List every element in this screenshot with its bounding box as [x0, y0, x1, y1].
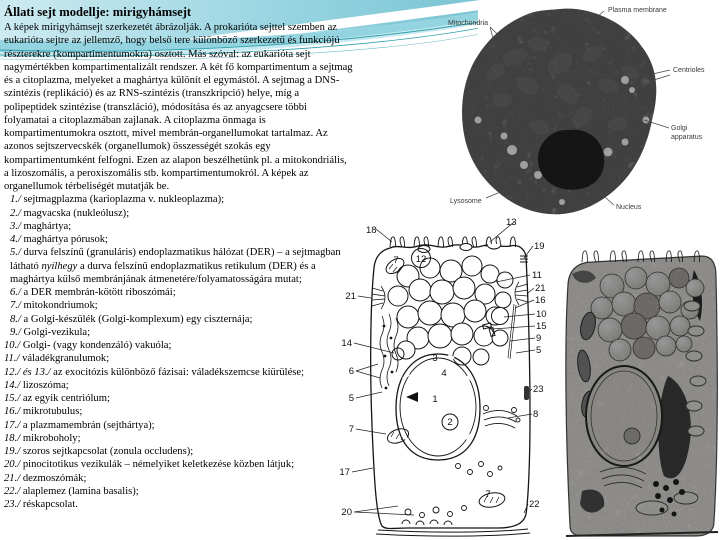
diagram-number-label: 7	[348, 424, 354, 435]
list-item-number: 21./	[4, 472, 21, 484]
list-item: 21./ dezmoszómák;	[4, 472, 87, 484]
list-item-number: 6./	[10, 287, 21, 298]
diagram-number-label: 7	[485, 489, 491, 500]
micrograph-label: apparatus	[671, 134, 703, 141]
list-item: 2./ magvacska (nukleólusz);	[10, 207, 130, 219]
diagram-number-label: 15	[536, 321, 547, 332]
list-item: 14./ lizoszóma;	[4, 379, 69, 391]
diagram-number-label: 8	[533, 409, 539, 420]
diagram-number-label: 10	[536, 309, 547, 320]
list-item: 6./ a DER membrán-kötött riboszómái;	[10, 287, 176, 298]
list-item-number: 10./	[4, 340, 21, 351]
slide-body-text	[4, 21, 353, 511]
diagram-number-label: 13	[506, 217, 517, 228]
electron-micrograph-figure	[420, 2, 720, 228]
list-item: 5./ durva felszínű (granuláris) endoplazmatikus hálózat (DER) – a sejtmagban látható nyílhegy a durva felszínű endoplazmatikus retikulum (DER) és a maghártya külső membránjának átmenetére/folyamatosságára mutat;	[10, 247, 341, 285]
list-item-number: 3./	[10, 220, 21, 232]
list-item-number: 15./	[4, 393, 21, 404]
list-item-number: 5./	[10, 247, 21, 259]
list-item-number: 22./	[4, 485, 21, 497]
secretory-granules	[388, 256, 513, 365]
list-item-number: 16./	[4, 406, 21, 418]
list-item: 7./ mitokondriumok;	[10, 300, 98, 312]
micrograph-label: Nucleus	[616, 204, 642, 211]
diagram-number-label: 21	[535, 283, 546, 294]
list-item: 1./ sejtmagplazma (karioplazma v. nukleoplazma);	[10, 194, 225, 206]
micrograph-label: Plasma membrane	[608, 7, 667, 14]
diagram-number-label: 23	[533, 384, 544, 395]
diagram-number-label: 17	[339, 467, 350, 478]
list-item: 10./ Golgi- (vagy kondenzáló) vakuóla;	[4, 340, 172, 351]
list-item: 23./ réskapcsolat.	[4, 499, 78, 510]
list-item: 18./ mikroboholy;	[4, 432, 81, 444]
diagram-number-label: 14	[341, 338, 352, 349]
micrograph-label: Centrioles	[673, 67, 705, 74]
list-item: 19./ szoros sejtkapcsolat (zonula occludens);	[4, 446, 194, 457]
slide-title: Állati sejt modellje: mirigyhámsejt	[4, 5, 192, 19]
list-item-number: 14./	[4, 379, 21, 391]
list-item-number: 2./	[10, 207, 21, 219]
diagram-number-label: 1	[432, 394, 438, 405]
diagram-number-label: 4	[441, 368, 447, 379]
diagram-number-label: 5	[536, 345, 542, 356]
diagram-number-label: 12	[415, 254, 427, 265]
list-item: 12./ és 13./ az exocitózis különböző fázisai: váladékszemcse kiürülése;	[4, 366, 305, 378]
list-item-number: 4./	[10, 234, 21, 245]
diagram-number-label: 2	[447, 417, 453, 428]
list-item-number: 9./	[10, 326, 21, 338]
diagram-number-label: 22	[529, 499, 540, 510]
shaded-cell-diagram	[552, 226, 720, 540]
list-item: 17./ a plazmamembrán (sejthártya);	[4, 419, 155, 431]
list-item-number: 8./	[10, 313, 21, 325]
list-item-number: 20./	[4, 459, 21, 471]
diagram-number-label: 9	[536, 333, 542, 344]
list-item: 8./ a Golgi-készülék (Golgi-komplexum) egy ciszternája;	[10, 313, 253, 325]
list-item: 9./ Golgi-vezikula;	[10, 326, 91, 338]
diagram-number-label: 3	[432, 353, 438, 364]
list-item-number: 1./	[10, 194, 21, 206]
list-item-number: 19./	[4, 446, 21, 457]
list-item-number: 12./ és 13./	[4, 366, 51, 378]
diagram-number-label: 18	[366, 225, 377, 236]
diagram-number-label: 21	[345, 291, 356, 302]
diagram-number-label: 20	[341, 507, 352, 518]
intro-paragraph: A képek mirigyhámsejt szerkezetét ábrázolják. A prokarióta sejttel szemben az eukarióta sejtre az jellemző, hogy belső tere különböző szerkezetű és funkciójú részterekre (kompartimentumokra) osztott. Más szóval: az eukarióta sejt nagymértékben kompartimentalizált rendszer. A két fő kompartimentum a sejtmag és a citoplazma, melyeket a maghártya különít el egymástól. A sejtmag a DNS-szintézis (replikáció) és az RNS-szintézis (transzkripció) helye, míg a polipeptidek szintézise (transzláció), módosítása és az anyagcsere többi folyamatai a citoplazmában zajlanak. A citoplazma önmaga is kompartimentumokra osztott, mivel membrán-organellumokat tartalmaz. Az azonos sejtszervecskék (organellumok) összességét szokás egy kompartimentumként felfogni. Ezen az alapon beszélhetünk pl. a mitokondriális, a lizoszomális, a peroxiszomális stb. kompartimentumokról. A képek az organellumok térbeliségét mutatják be.	[4, 22, 353, 192]
diagram-number-label: 7	[393, 255, 399, 266]
list-item: 11./ váladékgranulumok;	[4, 353, 110, 365]
diagram-number-label: 5	[348, 393, 354, 404]
numbered-legend-list	[4, 193, 353, 511]
list-item-number: 18./	[4, 432, 21, 444]
list-item: 3./ maghártya;	[10, 220, 72, 232]
micrograph-label: Golgi	[671, 125, 688, 132]
list-item-number: 11./	[4, 353, 20, 365]
list-item: 16./ mikrotubulus;	[4, 406, 83, 418]
list-item: 4./ maghártya pórusok;	[10, 234, 108, 245]
diagram-number-label: 16	[535, 295, 546, 306]
diagram-number-label: 6	[348, 366, 354, 377]
list-item: 22./ alaplemez (lamina basalis);	[4, 485, 139, 497]
list-item: 20./ pinocitotikus vezikulák – némelyiket keletkezése közben látjuk;	[4, 459, 295, 471]
list-item-number: 7./	[10, 300, 21, 312]
numbered-cell-diagram	[338, 216, 556, 538]
list-item-number: 17./	[4, 419, 21, 431]
micrograph-label: Lysosome	[450, 198, 482, 205]
micrograph-label: Mitochondria	[448, 20, 489, 27]
list-item-number: 23./	[4, 499, 21, 510]
list-item: 15./ az egyik centriólum;	[4, 393, 110, 404]
diagram-number-label: 19	[534, 241, 545, 252]
diagram-number-label: 11	[532, 270, 542, 281]
